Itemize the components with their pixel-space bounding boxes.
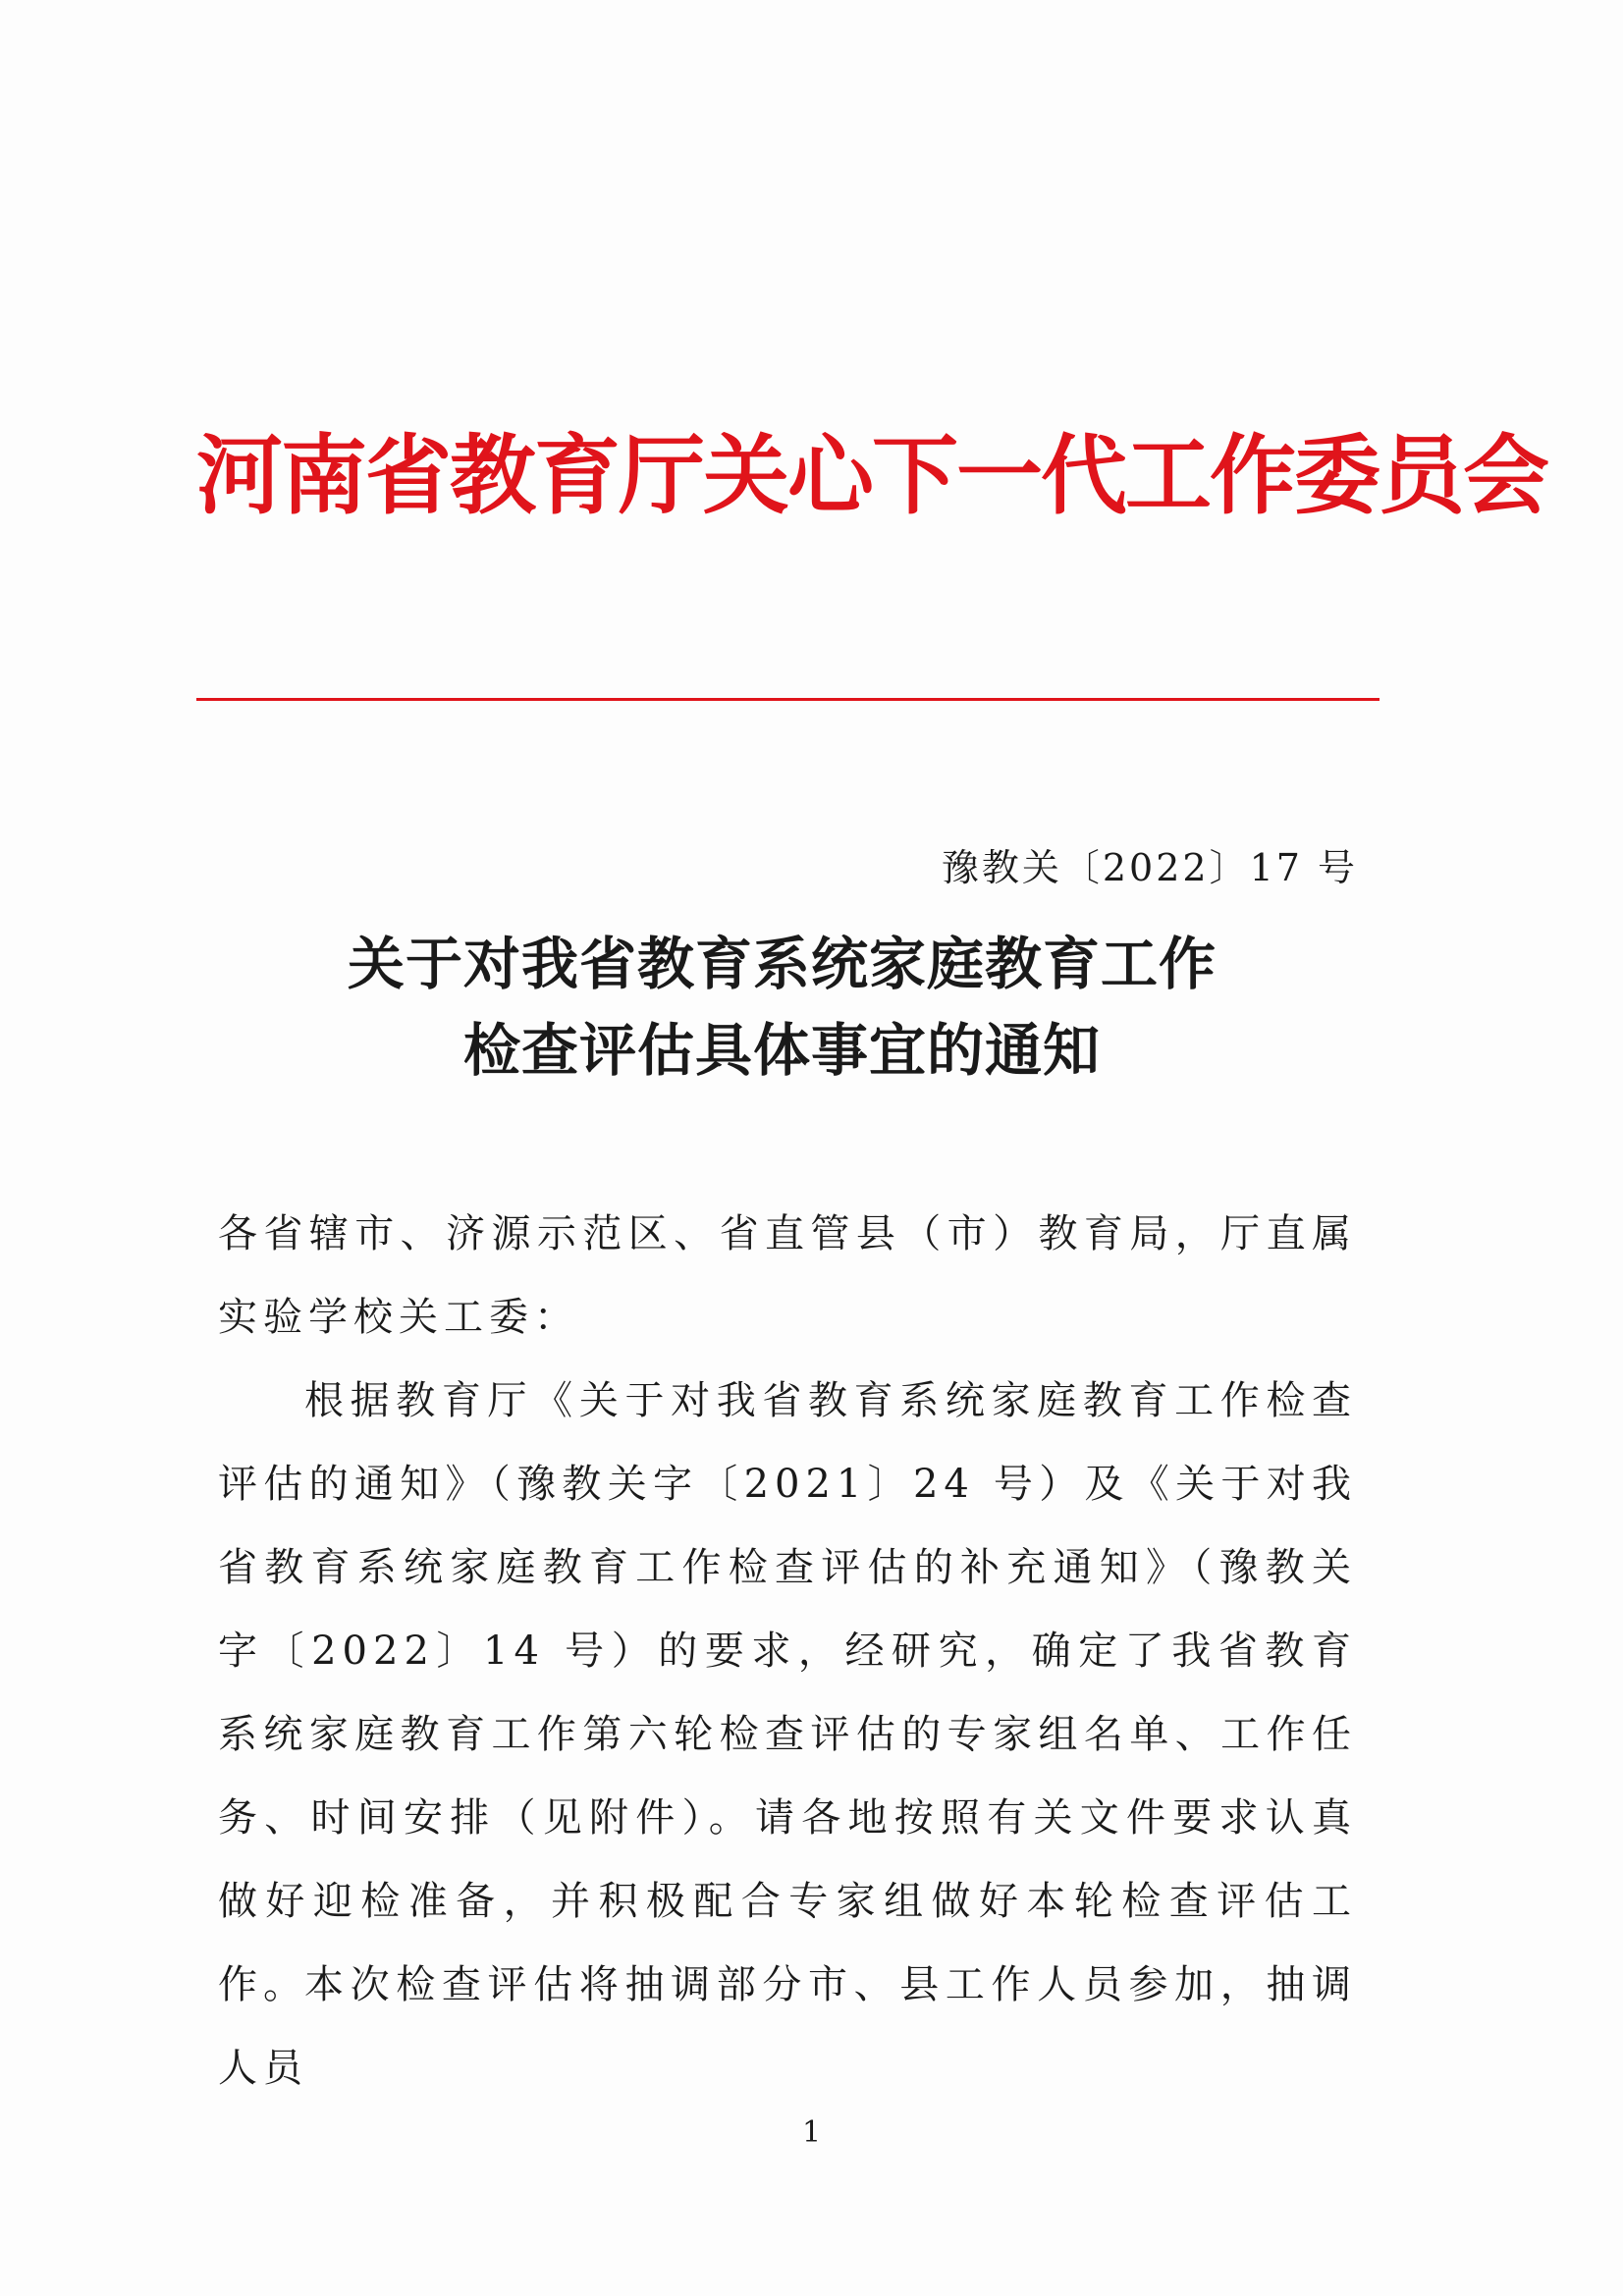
salutation — [218, 1193, 1357, 1360]
salutation-text: 各省辖市、济源示范区、省直管县（市）教育局，厅直属实验学校关工委： — [218, 1211, 1357, 1340]
document-title-line-1: 关于对我省教育系统家庭教育工作 — [347, 931, 1217, 997]
letterhead-divider — [196, 698, 1380, 701]
paragraph-2-text: 本次检查评估将抽调部分市、县工作人员参加，抽调人员 — [218, 1962, 1357, 2091]
body-paragraph-1 — [218, 1360, 1357, 2027]
document-title-line-2: 检查评估具体事宜的通知 — [462, 1017, 1101, 1084]
body-paragraph-2 — [218, 1944, 1357, 2110]
document-number: 豫教关〔2022〕17 号 — [941, 846, 1358, 889]
paragraph-1-text: 根据教育厅《关于对我省教育系统家庭教育工作检查评估的通知》（豫教关字〔2021〕24 号）及《关于对我省教育系统家庭教育工作检查评估的补充通知》（豫教关字〔2022〕14 号）的要求，经研究，确定了我省教育系统家庭教育工作第六轮检查评估的专家组名单、工作任务、时间安排（见附件）。请各地按照有关文件要求认真做好迎检准备，并积极配合专家组做好本轮检查评估工作。 — [218, 1378, 1357, 2007]
page-number: 1 — [801, 2115, 822, 2150]
organization-letterhead: 河南省教育厅关心下一代工作委员会 — [196, 424, 1548, 526]
